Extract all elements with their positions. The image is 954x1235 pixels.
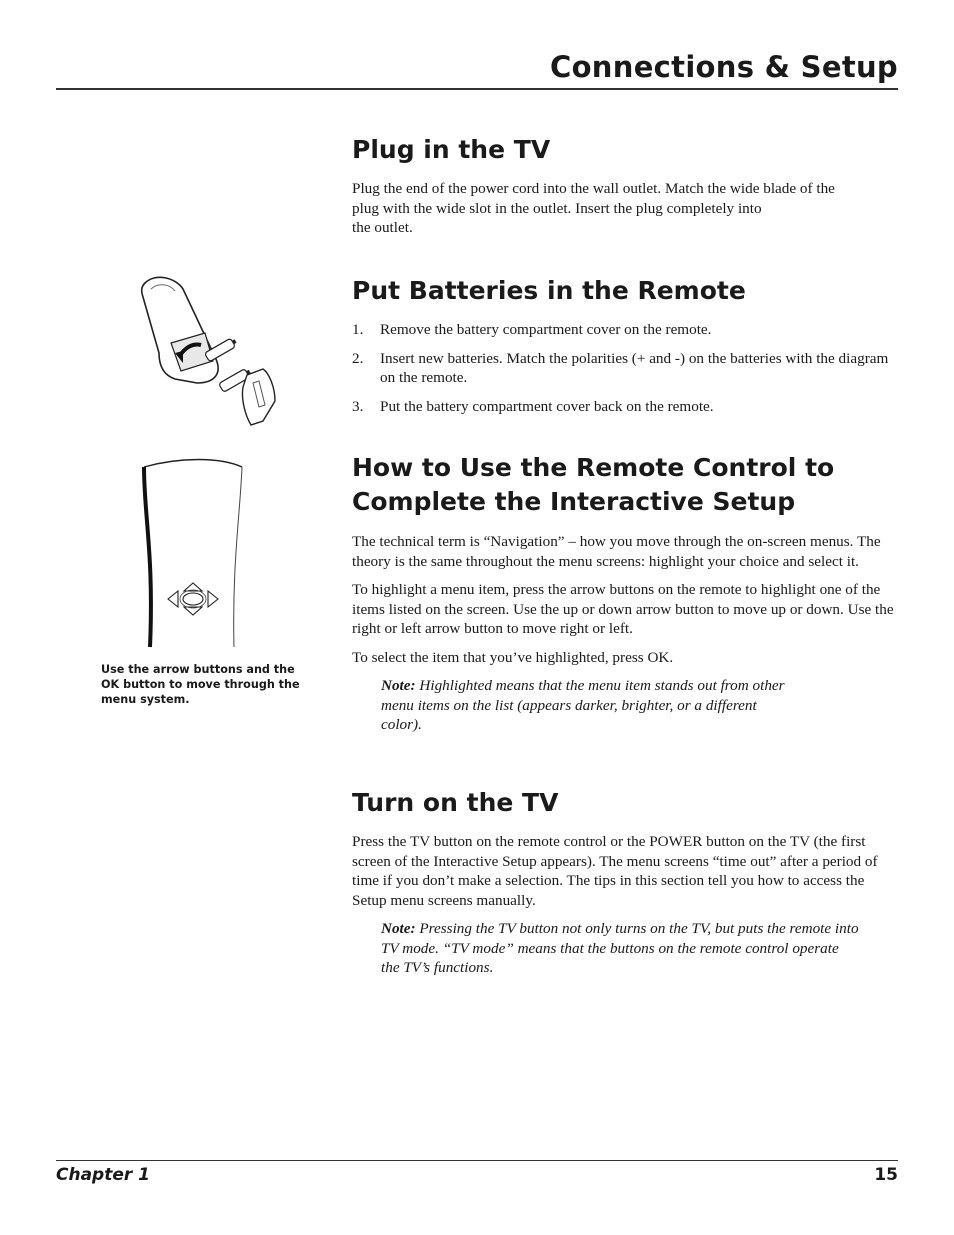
note-label: Note: bbox=[381, 677, 416, 694]
body-line: Plug the end of the power cord into the wall outlet. Match the wide blade of the bbox=[352, 180, 835, 197]
step-text: Remove the battery compartment cover on the remote. bbox=[380, 321, 712, 338]
page-number: 15 bbox=[874, 1165, 898, 1185]
step-text: Put the battery compartment cover back on the remote. bbox=[380, 397, 714, 415]
note bbox=[381, 919, 861, 978]
note-text: Highlighted means that the menu item stands out from other menu items on the list (appears darker, brighter, or a different color). bbox=[381, 677, 785, 733]
body-line: the outlet. bbox=[352, 219, 413, 236]
list-item bbox=[352, 320, 900, 340]
section-body: To select the item that you’ve highlighted, press OK. bbox=[352, 648, 674, 666]
step-number: 1. bbox=[352, 321, 364, 338]
header-divider bbox=[56, 88, 898, 90]
list-item bbox=[352, 349, 900, 388]
section-body: Press the TV button on the remote control or the POWER button on the TV (the first screen of the Interactive Setup appears). The menu screens “time out” after a period of time if you don’t make a selection. The tips in this section tell you how to access the Setup menu screens manually. bbox=[352, 833, 878, 909]
steps-list bbox=[352, 320, 900, 416]
step-number: 3. bbox=[352, 397, 364, 415]
section-heading: Turn on the TV bbox=[352, 788, 559, 817]
page-header-title: Connections & Setup bbox=[550, 50, 898, 84]
remote-battery-illustration bbox=[135, 275, 285, 435]
section-navigation bbox=[352, 451, 900, 735]
note-label: Note: bbox=[381, 920, 416, 937]
section-heading bbox=[352, 451, 900, 519]
heading-line: How to Use the Remote Control to bbox=[352, 453, 835, 482]
step-text: Insert new batteries. Match the polarities (+ and -) on the batteries with the diagram on the remote. bbox=[380, 349, 889, 386]
section-body bbox=[352, 179, 900, 238]
remote-navigation-illustration bbox=[140, 455, 260, 650]
section-batteries bbox=[352, 274, 900, 416]
section-body: To highlight a menu item, press the arrow buttons on the remote to highlight one of the items listed on the screen. Use the up or down arrow button to move up or down. Use the right or left arrow button to move right or left. bbox=[352, 581, 894, 637]
section-heading: Plug in the TV bbox=[352, 135, 551, 164]
heading-line: Complete the Interactive Setup bbox=[352, 487, 796, 516]
arrow-buttons-icon bbox=[168, 583, 218, 615]
figure-caption: Use the arrow buttons and the OK button to move through the menu system. bbox=[101, 663, 300, 706]
section-body: The technical term is “Navigation” – how you move through the on-screen menus. The theory is the same throughout the menu screens: highlight your choice and select it. bbox=[352, 533, 881, 570]
list-item bbox=[352, 397, 900, 417]
section-turn-on-tv bbox=[352, 786, 900, 978]
note-text: Pressing the TV button not only turns on the TV, but puts the remote into TV mode. “TV mode” means that the buttons on the remote control operate the TV’s functions. bbox=[381, 920, 859, 976]
footer-divider bbox=[56, 1160, 898, 1161]
step-number: 2. bbox=[352, 349, 364, 367]
footer-chapter: Chapter 1 bbox=[56, 1165, 151, 1185]
body-line: plug with the wide slot in the outlet. Insert the plug completely into bbox=[352, 199, 762, 217]
section-heading: Put Batteries in the Remote bbox=[352, 276, 746, 305]
section-plug-in-tv bbox=[352, 133, 900, 238]
note bbox=[381, 676, 801, 735]
